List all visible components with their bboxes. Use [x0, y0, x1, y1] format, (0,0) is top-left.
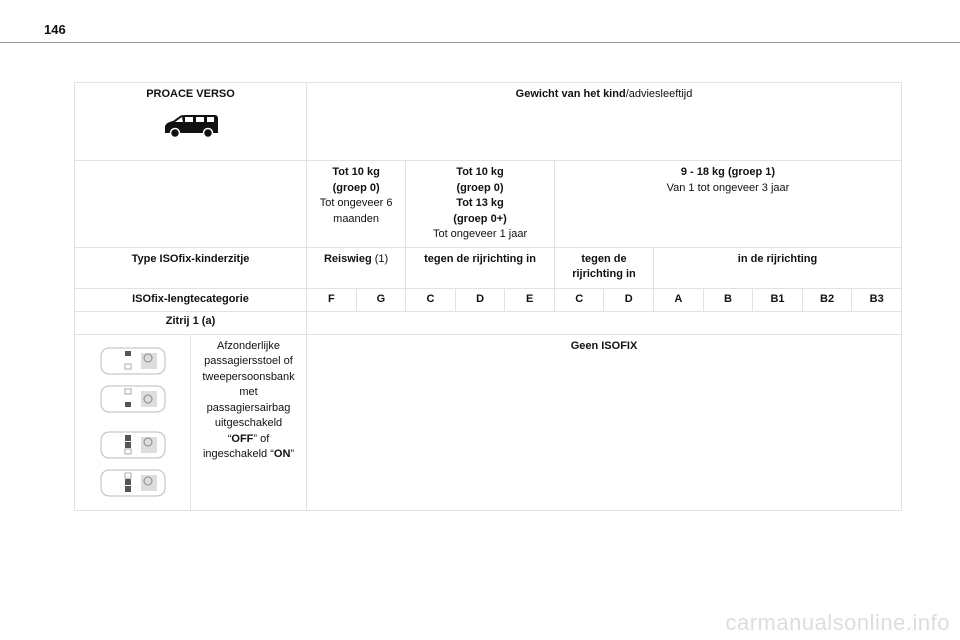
- vehicle-cell: [75, 83, 307, 161]
- length-cell: B1: [753, 288, 803, 312]
- length-cell: E: [505, 288, 555, 312]
- length-cell: D: [604, 288, 654, 312]
- type-reiswieg: Reiswieg (1): [307, 247, 406, 288]
- watermark: carmanualsonline.info: [725, 610, 950, 635]
- type-rear-facing-2: tegen de rijrichting in: [554, 247, 653, 288]
- weight-header: Gewicht van het kind/adviesleeftijd: [307, 83, 902, 161]
- isofix-table: [74, 82, 902, 511]
- vehicle-name: PROACE VERSO: [146, 88, 235, 100]
- row-label: Zitrij 1 (a): [75, 312, 307, 335]
- empty-cell: [75, 161, 307, 248]
- length-label: ISOfix-lengtecategorie: [75, 288, 307, 312]
- type-forward-facing: in de rijrichting: [654, 247, 902, 288]
- length-cell: C: [554, 288, 604, 312]
- seat-diagrams: [75, 334, 191, 510]
- seat-diagram-icon: [99, 383, 167, 415]
- length-cell: D: [455, 288, 505, 312]
- seat-diagram-icon: [99, 345, 167, 377]
- length-cell: A: [654, 288, 704, 312]
- length-cell: F: [307, 288, 357, 312]
- type-label: Type ISOfix-kinderzitje: [75, 247, 307, 288]
- header-rule: [0, 42, 960, 43]
- group-0plus: Tot 10 kg (groep 0) Tot 13 kg (groep 0+) Tot ongeveer 1 jaar: [406, 161, 555, 248]
- empty-cell: [307, 312, 902, 335]
- seat-diagram-icon: [99, 429, 167, 461]
- van-icon: [77, 113, 304, 145]
- seat-diagram-icon: [99, 467, 167, 499]
- length-cell: B: [703, 288, 753, 312]
- seat-description: Afzonderlijke passagiersstoel of tweepersoonsbank met passagiersairbag uitgeschakeld “OFF” of ingeschakeld “ON”: [191, 334, 307, 510]
- group-1: 9 - 18 kg (groep 1) Van 1 tot ongeveer 3 jaar: [554, 161, 901, 248]
- length-cell: G: [356, 288, 406, 312]
- page-number: 146: [44, 22, 66, 37]
- length-cell: C: [406, 288, 456, 312]
- type-rear-facing: tegen de rijrichting in: [406, 247, 555, 288]
- result-cell: Geen ISOFIX: [307, 334, 902, 510]
- length-cell: B2: [802, 288, 852, 312]
- group-0: Tot 10 kg (groep 0) Tot ongeveer 6 maanden: [307, 161, 406, 248]
- length-cell: B3: [852, 288, 902, 312]
